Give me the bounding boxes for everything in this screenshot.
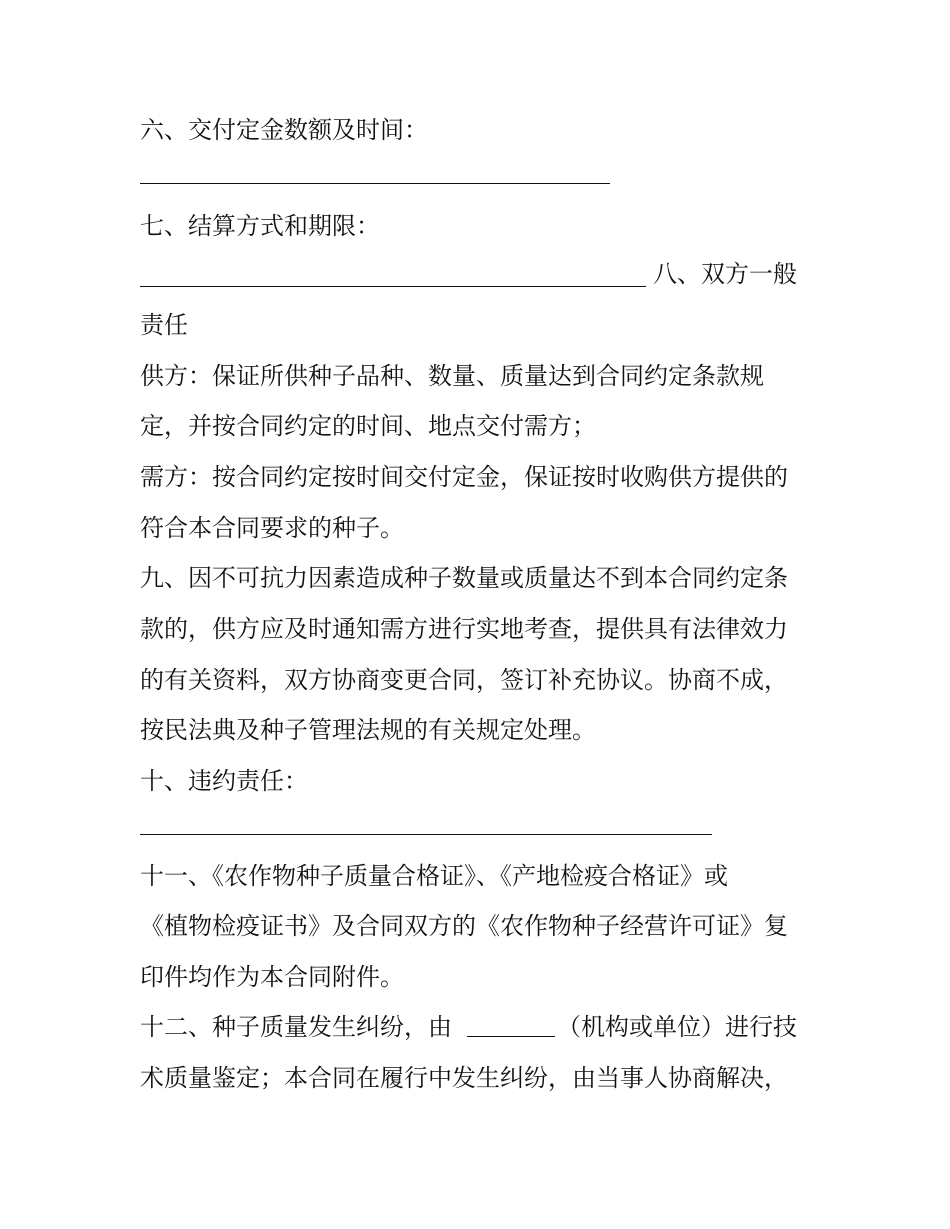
- section-9-line4: 按民法典及种子管理法规的有关规定处理。: [140, 716, 596, 744]
- section-8-supplier-line1: 供方：保证所供种子品种、数量、质量达到合同约定条款规: [140, 362, 764, 390]
- section-9-line2: 款的，供方应及时通知需方进行实地考查，提供具有法律效力: [140, 615, 788, 643]
- section-9-line3: 的有关资料，双方协商变更合同，签订补充协议。协商不成，: [140, 666, 788, 694]
- section-10-title: 十、违约责任：: [140, 767, 308, 795]
- section-10-blank-line: [140, 834, 712, 835]
- section-8-title-part2: 责任: [140, 311, 188, 339]
- section-11-line1: 十一、《农作物种子质量合格证》、《产地检疫合格证》或: [140, 862, 728, 890]
- section-11-line2: 《植物检疫证书》及合同双方的《农作物种子经营许可证》复: [140, 912, 788, 940]
- section-12-line1-suffix: （机构或单位）进行技: [557, 1013, 797, 1041]
- section-7-blank-line: [140, 286, 646, 287]
- section-12-line1-prefix: 十二、种子质量发生纠纷，由: [140, 1013, 452, 1041]
- section-6-blank-line: [140, 183, 610, 184]
- section-12-line2: 术质量鉴定；本合同在履行中发生纠纷，由当事人协商解决，: [140, 1064, 788, 1092]
- section-8-title-part1: 八、双方一般: [653, 260, 797, 288]
- section-6-title: 六、交付定金数额及时间：: [140, 116, 428, 144]
- section-8-supplier-line2: 定，并按合同约定的时间、地点交付需方；: [140, 412, 596, 440]
- section-9-line1: 九、因不可抗力因素造成种子数量或质量达不到本合同约定条: [140, 564, 788, 592]
- section-8-buyer-line2: 符合本合同要求的种子。: [140, 514, 404, 542]
- section-8-buyer-line1: 需方：按合同约定按时间交付定金，保证按时收购供方提供的: [140, 463, 788, 491]
- section-12-blank-line: [467, 1036, 555, 1037]
- section-7-title: 七、结算方式和期限：: [140, 212, 380, 240]
- section-11-line3: 印件均作为本合同附件。: [140, 963, 404, 991]
